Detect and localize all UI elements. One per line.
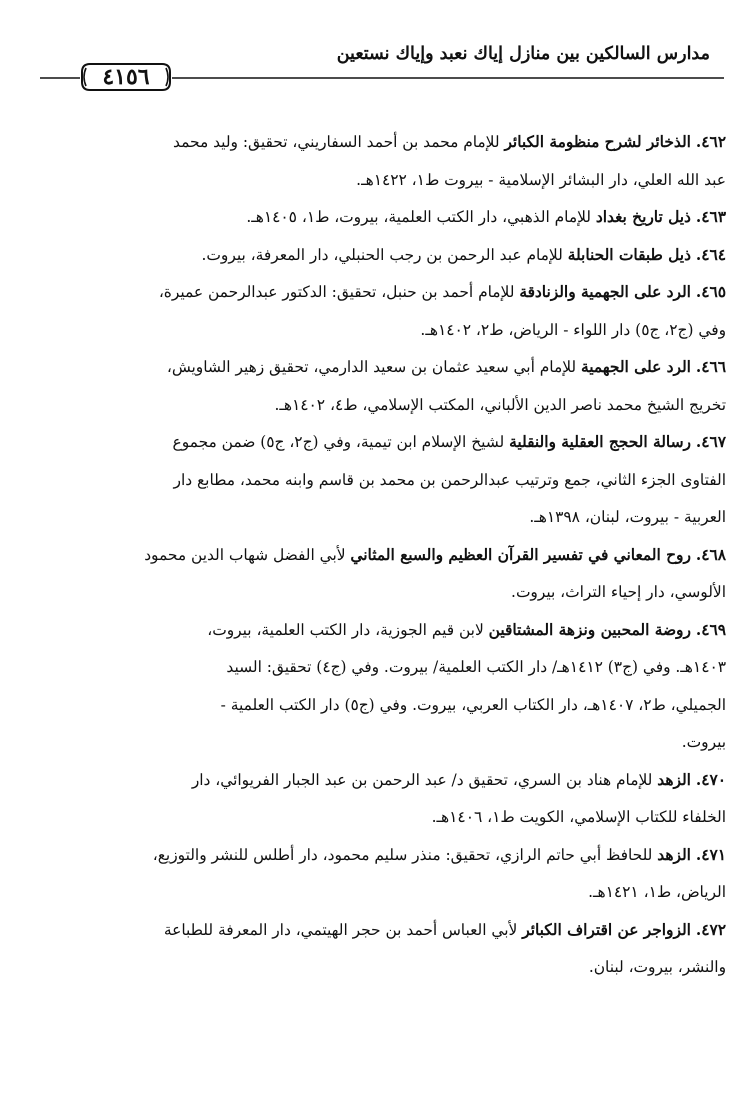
- entry-line: [76, 912, 726, 950]
- entry-text: لابن قيم الجوزية، دار الكتب العلمية، بيروت،: [207, 620, 489, 639]
- entry-line: بيروت.: [681, 733, 726, 751]
- entry-line: [76, 199, 726, 237]
- entry-title: الرد على الجهمية والزنادقة: [519, 283, 691, 301]
- entry-number: ٤٦٢.: [695, 133, 726, 151]
- running-title: مدارس السالكين بين منازل إياك نعبد وإياك نستعين: [336, 44, 710, 64]
- entry-line: [76, 274, 726, 312]
- entry-line: عبد الله العلي، دار البشائر الإسلامية - بيروت ط١، ١٤٢٢هـ.: [356, 170, 726, 189]
- entry-line: [76, 124, 726, 162]
- entry-text: لأبي العباس أحمد بن حجر الهيتمي، دار المعرفة للطباعة: [163, 920, 523, 939]
- entry-text: للإمام عبد الرحمن بن رجب الحنبلي، دار المعرفة، بيروت.: [201, 245, 568, 264]
- entry-line: [76, 837, 726, 875]
- entry-title: الرد على الجهمية: [581, 358, 691, 376]
- entry-466: [76, 349, 726, 424]
- header-rule: [40, 76, 724, 82]
- entry-text: لشيخ الإسلام ابن تيمية، وفي (ج٢، ج٥) ضمن مجموع: [172, 433, 510, 451]
- entry-text: للحافظ أبي حاتم الرازي، تحقيق: منذر سليم محمود، دار أطلس للنشر والتوزيع،: [152, 845, 658, 864]
- entry-text: للإمام الذهبي، دار الكتب العلمية، بيروت، ط١، ١٤٠٥هـ.: [246, 208, 596, 226]
- entry-text: للإمام محمد بن أحمد السفاريني، تحقيق: وليد محمد: [173, 133, 505, 151]
- entry-line: [76, 537, 726, 575]
- entry-number: ٤٦٨.: [695, 545, 726, 564]
- entry-number: ٤٦٣.: [695, 208, 726, 226]
- entry-467: [76, 424, 726, 537]
- entry-text: للإمام أبي سعيد عثمان بن سعيد الدارمي، تحقيق زهير الشاويش،: [166, 358, 581, 376]
- entry-465: [76, 274, 726, 349]
- entry-line: الجميلي، ط٢، ١٤٠٧هـ، دار الكتاب العربي، بيروت. وفي (ج٥) دار الكتب العلمية -: [220, 695, 726, 714]
- entry-line: والنشر، بيروت، لبنان.: [588, 958, 726, 976]
- entry-line: الرياض، ط١، ١٤٢١هـ.: [588, 883, 726, 901]
- entry-line: الفتاوى الجزء الثاني، جمع وترتيب عبدالرحمن بن محمد بن قاسم وابنه محمد، مطابع دار: [173, 470, 726, 489]
- entry-462: [76, 124, 726, 199]
- entry-number: ٤٦٥.: [695, 283, 726, 301]
- entry-number: ٤٧٠.: [695, 770, 726, 789]
- entry-number: ٤٦٦.: [695, 358, 726, 376]
- entry-line: الألوسي، دار إحياء التراث، بيروت.: [511, 583, 726, 601]
- entry-text: للإمام أحمد بن حنبل، تحقيق: الدكتور عبدالرحمن عميرة،: [158, 283, 520, 301]
- entry-number: ٤٦٤.: [695, 245, 726, 264]
- entry-title: الزهد: [657, 845, 691, 864]
- entry-title: رسالة الحجج العقلية والنقلية: [509, 433, 691, 451]
- entry-469: [76, 612, 726, 762]
- entry-text: لأبي الفضل شهاب الدين محمود: [144, 545, 351, 564]
- entry-line: الخلفاء للكتاب الإسلامي، الكويت ط١، ١٤٠٦هـ.: [431, 808, 726, 826]
- bibliography-list: [76, 124, 726, 987]
- entry-text: للإمام هناد بن السري، تحقيق د/ عبد الرحمن بن عبد الجبار الفريوائي، دار: [191, 770, 658, 789]
- entry-line: وفي (ج٢، ج٥) دار اللواء - الرياض، ط٢، ١٤٠٢هـ.: [420, 320, 726, 339]
- page-header: [40, 36, 724, 90]
- entry-472: [76, 912, 726, 987]
- entry-number: ٤٧٢.: [695, 920, 726, 939]
- entry-464: [76, 237, 726, 275]
- entry-471: [76, 837, 726, 912]
- entry-number: ٤٦٧.: [695, 433, 726, 451]
- entry-468: [76, 537, 726, 612]
- entry-title: الزهد: [657, 770, 691, 789]
- entry-470: [76, 762, 726, 837]
- entry-title: روضة المحبين ونزهة المشتاقين: [488, 620, 691, 639]
- entry-number: ٤٧١.: [695, 845, 726, 864]
- entry-line: تخريج الشيخ محمد ناصر الدين الألباني، المكتب الإسلامي، ط٤، ١٤٠٢هـ.: [274, 395, 726, 414]
- entry-title: الزواجر عن اقتراف الكبائر: [522, 920, 691, 939]
- entry-line: [76, 612, 726, 650]
- entry-title: ذيل تاريخ بغداد: [595, 208, 691, 226]
- entry-line: ١٤٠٣هـ. وفي (ج٣) ١٤١٢هـ/ دار الكتب العلمية/ بيروت. وفي (ج٤) تحقيق: السيد: [226, 658, 726, 676]
- entry-line: [76, 349, 726, 387]
- entry-line: [76, 424, 726, 462]
- entry-title: الذخائر لشرح منظومة الكبائر: [504, 133, 691, 151]
- entry-number: ٤٦٩.: [695, 620, 726, 639]
- page-number: ٤١٥٦: [102, 64, 150, 90]
- entry-463: [76, 199, 726, 237]
- entry-line: [76, 237, 726, 275]
- entry-line: [76, 762, 726, 800]
- entry-title: ذيل طبقات الحنابلة: [567, 245, 691, 264]
- entry-title: روح المعاني في تفسير القرآن العظيم والسبع المثاني: [350, 545, 691, 564]
- entry-line: العربية - بيروت، لبنان، ١٣٩٨هـ.: [529, 508, 726, 526]
